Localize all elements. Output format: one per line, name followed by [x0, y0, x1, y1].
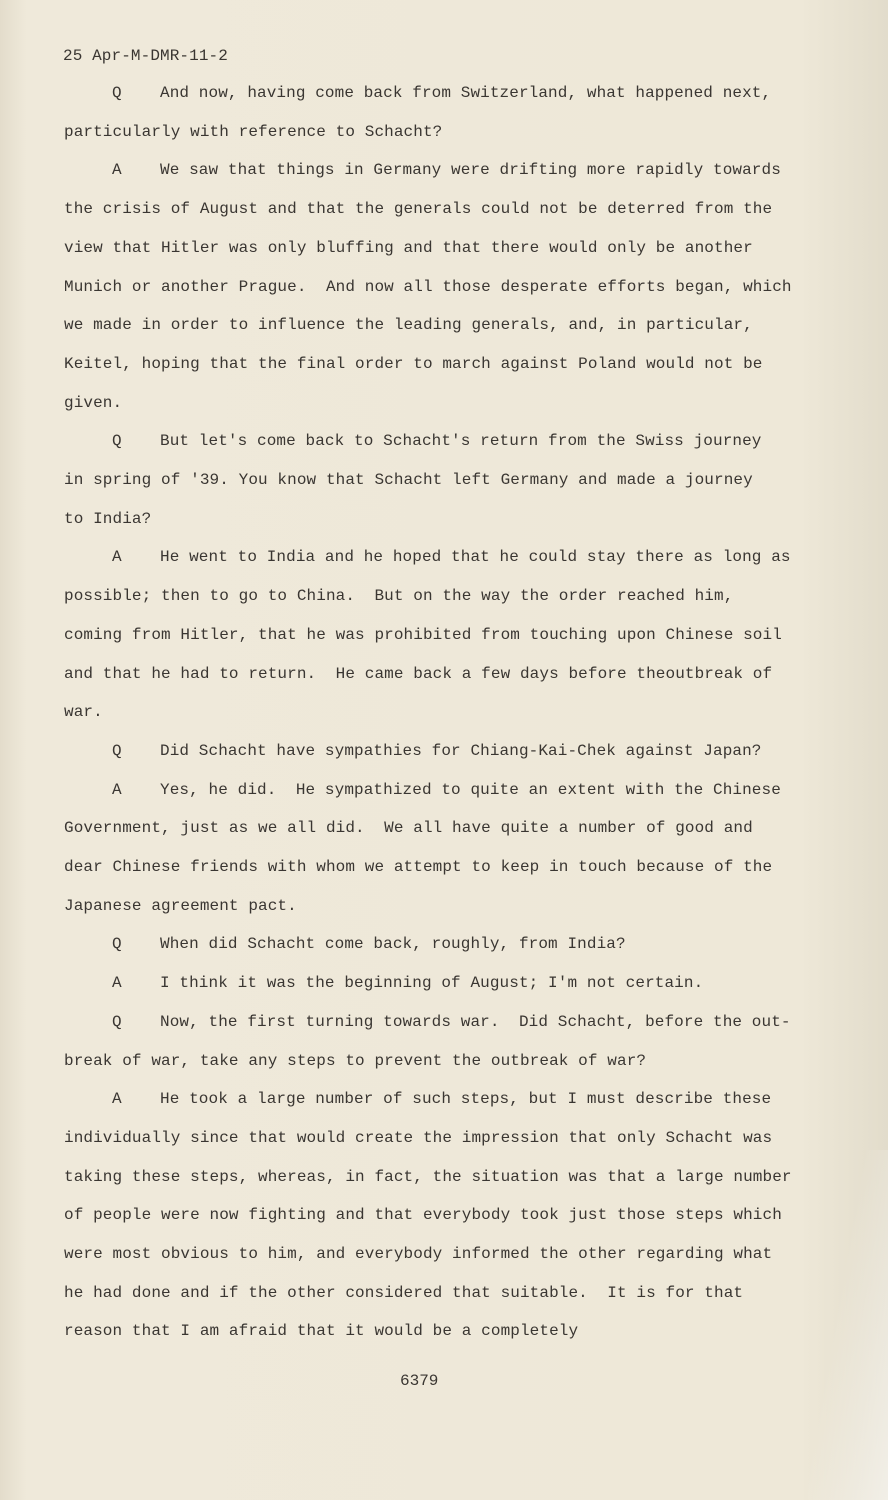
speaker-label: Q: [112, 741, 122, 760]
text-line: of people were now fighting and that everybody took just those steps which: [64, 1206, 782, 1225]
text-line: He took a large number of such steps, but I must describe these: [160, 1090, 772, 1109]
text-line: He went to India and he hoped that he could stay there as long as: [160, 548, 791, 567]
text-line: coming from Hitler, that he was prohibited from touching upon Chinese soil: [64, 625, 782, 644]
speaker-label: Q: [112, 84, 122, 102]
text-line: the crisis of August and that the generals could not be deterred from the: [64, 200, 773, 219]
document-header: 25 Apr-M-DMR-11-2: [63, 47, 228, 65]
speaker-label: A: [112, 1090, 122, 1109]
text-line: dear Chinese friends with whom we attempt to keep in touch because of the: [64, 858, 773, 876]
text-line: reason that I am afraid that it would be a completely: [64, 1322, 579, 1341]
speaker-label: A: [112, 974, 122, 993]
text-line: break of war, take any steps to prevent the outbreak of war?: [64, 1051, 647, 1070]
text-line: he had done and if the other considered that suitable. It is for that: [64, 1283, 744, 1302]
text-line: given.: [64, 393, 123, 412]
page-number: 6379: [400, 1372, 439, 1390]
text-line: war.: [64, 703, 103, 722]
text-line: Japanese agreement pact.: [64, 896, 297, 915]
text-line: were most obvious to him, and everybody informed the other regarding what: [64, 1245, 773, 1263]
text-line: Did Schacht have sympathies for Chiang-Kai-Chek against Japan?: [160, 741, 762, 760]
text-line: individually since that would create the impression that only Schacht was: [64, 1128, 773, 1147]
text-line: taking these steps, whereas, in fact, the situation was that a large number: [64, 1167, 792, 1186]
speaker-label: Q: [112, 1012, 122, 1031]
text-line: We saw that things in Germany were drifting more rapidly towards: [160, 161, 781, 180]
text-line: Government, just as we all did. We all have quite a number of good and: [64, 819, 753, 838]
text-line: particularly with reference to Schacht?: [64, 122, 443, 141]
text-line: and that he had to return. He came back a few days before theoutbreak of: [64, 664, 773, 683]
speaker-label: Q: [112, 432, 122, 451]
text-line: Now, the first turning towards war. Did Schacht, before the out-: [160, 1012, 791, 1031]
page-edge-shading: [808, 1150, 888, 1500]
text-line: in spring of '39. You know that Schacht left Germany and made a journey: [64, 471, 753, 489]
speaker-label: Q: [112, 935, 122, 954]
text-line: I think it was the beginning of August; I'm not certain.: [160, 974, 704, 993]
text-line: Yes, he did. He sympathized to quite an extent with the Chinese: [160, 780, 781, 799]
text-line: When did Schacht come back, roughly, from India?: [160, 935, 626, 954]
speaker-label: A: [112, 161, 122, 180]
text-line: we made in order to influence the leading generals, and, in particular,: [64, 316, 753, 335]
text-line: to India?: [64, 509, 152, 528]
speaker-label: A: [112, 548, 122, 567]
text-line: view that Hitler was only bluffing and that there would only be another: [64, 238, 753, 257]
text-line: But let's come back to Schacht's return from the Swiss journey: [160, 432, 762, 451]
text-line: And now, having come back from Switzerland, what happened next,: [160, 84, 772, 102]
text-line: Keitel, hoping that the final order to march against Poland would not be: [64, 354, 763, 373]
text-line: Munich or another Prague. And now all those desperate efforts began, which: [64, 277, 792, 296]
speaker-label: A: [112, 780, 122, 799]
text-line: possible; then to go to China. But on the way the order reached him,: [64, 587, 734, 606]
